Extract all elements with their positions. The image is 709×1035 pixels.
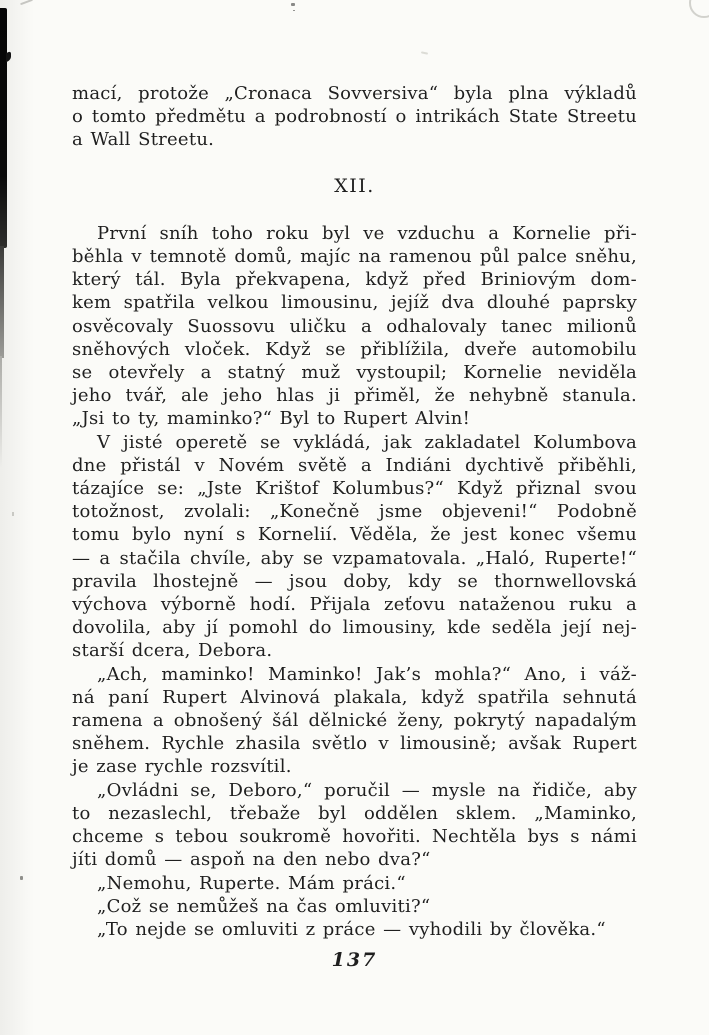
text-line: o tomto předmětu a podrobností o intrikách State Streetu (72, 106, 637, 128)
text-line: sněhem. Rychle zhasila světlo v limousině; avšak Rupert (72, 733, 637, 755)
text-block (72, 82, 637, 941)
text-line: kem spatřila velkou limousinu, jejíž dva dlouhé paprsky (72, 292, 637, 314)
page-number: 137 (331, 949, 378, 971)
text-line: sněhových vloček. Když se přiblížila, dveře automobilu (72, 338, 637, 360)
text-line: to nezaslechl, třebaže byl oddělen sklem. „Maminko, (72, 802, 637, 824)
text-line: běhla v temnotě domů, majíc na ramenou půl palce sněhu, (72, 246, 637, 268)
text-line: výchova výborně hodí. Přijala zeťovu nataženou ruku a (72, 594, 637, 616)
text-line: jeho tvář, ale jeho hlas ji přiměl, že nehybně stanula. (72, 385, 637, 407)
scan-artifact-speck (12, 512, 14, 516)
text-line: jíti domů — aspoň na den nebo dva?“ (72, 849, 431, 871)
paragraph (72, 82, 637, 152)
paragraph (72, 663, 637, 779)
scan-artifact-left-band-tail (0, 356, 2, 468)
text-line: se otevřely a statný muž vystoupil; Kornelie neviděla (72, 362, 637, 384)
text-line: chceme s tebou soukromě hovořiti. Nechtěla bys s námi (72, 826, 637, 848)
text-line: který tál. Byla překvapena, když před Briniovým dom- (72, 269, 637, 291)
scan-artifact-top-left-scratch (20, 0, 33, 5)
scan-artifact-left-band-fade (0, 246, 4, 358)
scan-artifact-speck (421, 51, 428, 54)
text-line: „Ach, maminko! Maminko! Jak’s mohla?“ Ano, i váž- (97, 663, 637, 685)
scan-artifact-band-notch (6, 51, 11, 63)
text-line: dovolila, aby jí pomohl do limousiny, kde seděla její nej- (72, 617, 637, 639)
text-line: je zase rychle rozsvítil. (72, 756, 292, 778)
paragraph (72, 918, 637, 941)
text-line: tázajíce se: „Jste Krištof Kolumbus?“ Když přiznal svou (72, 478, 637, 500)
text-line: totožnost, zvolali: „Konečně jsme objeveni!“ Podobně (72, 501, 637, 523)
text-line: — a stačila chvíle, aby se vzpamatovala. „Haló, Ruperte!“ (72, 547, 637, 569)
scan-artifact-top-right-arc (689, 0, 709, 18)
paragraph (72, 222, 637, 431)
text-line: „Nemohu, Ruperte. Mám práci.“ (97, 872, 406, 894)
text-line: tomu bylo nyní s Kornelií. Věděla, že jest konec všemu (72, 524, 637, 546)
text-line: a Wall Streetu. (72, 129, 215, 151)
text-line: „Ovládni se, Deboro,“ poručil — mysle na řidiče, aby (97, 779, 637, 801)
text-line: osvěcovaly Suossovu uličku a odhalovaly tanec milionů (72, 315, 637, 337)
text-line: „Jsi to ty, maminko?“ Byl to Rupert Alvin! (72, 408, 471, 430)
paragraph (72, 872, 637, 895)
paragraph (72, 431, 637, 663)
scan-artifact-top-center-speck (291, 3, 295, 6)
text-line: ramena a obnošený šál dělnické ženy, pokrytý napadalým (72, 710, 637, 732)
paragraph (72, 779, 637, 872)
text-line: „To nejde se omluviti z práce — vyhodili by člověka.“ (97, 918, 606, 940)
chapter-heading: XII. (334, 174, 375, 197)
text-line: starší dcera, Debora. (72, 640, 273, 662)
scan-artifact-left-band (0, 8, 7, 248)
text-line: ná paní Rupert Alvinová plakala, když spatřila sehnutá (72, 686, 637, 708)
text-line: dne přistál v Novém světě a Indiáni dychtivě přiběhli, (72, 454, 637, 476)
text-line: V jisté operetě se vykládá, jak zakladatel Kolumbova (97, 431, 637, 453)
text-line: „Což se nemůžeš na čas omluviti?“ (97, 895, 431, 917)
text-line: První sníh toho roku byl ve vzduchu a Kornelie při- (97, 222, 637, 244)
text-line: pravila lhostejně — jsou doby, kdy se thornwellovská (72, 570, 637, 592)
scan-artifact-speck (20, 876, 23, 880)
paragraph (72, 895, 637, 918)
text-line: mací, protože „Cronaca Sovversiva“ byla plna výkladů (72, 83, 637, 104)
